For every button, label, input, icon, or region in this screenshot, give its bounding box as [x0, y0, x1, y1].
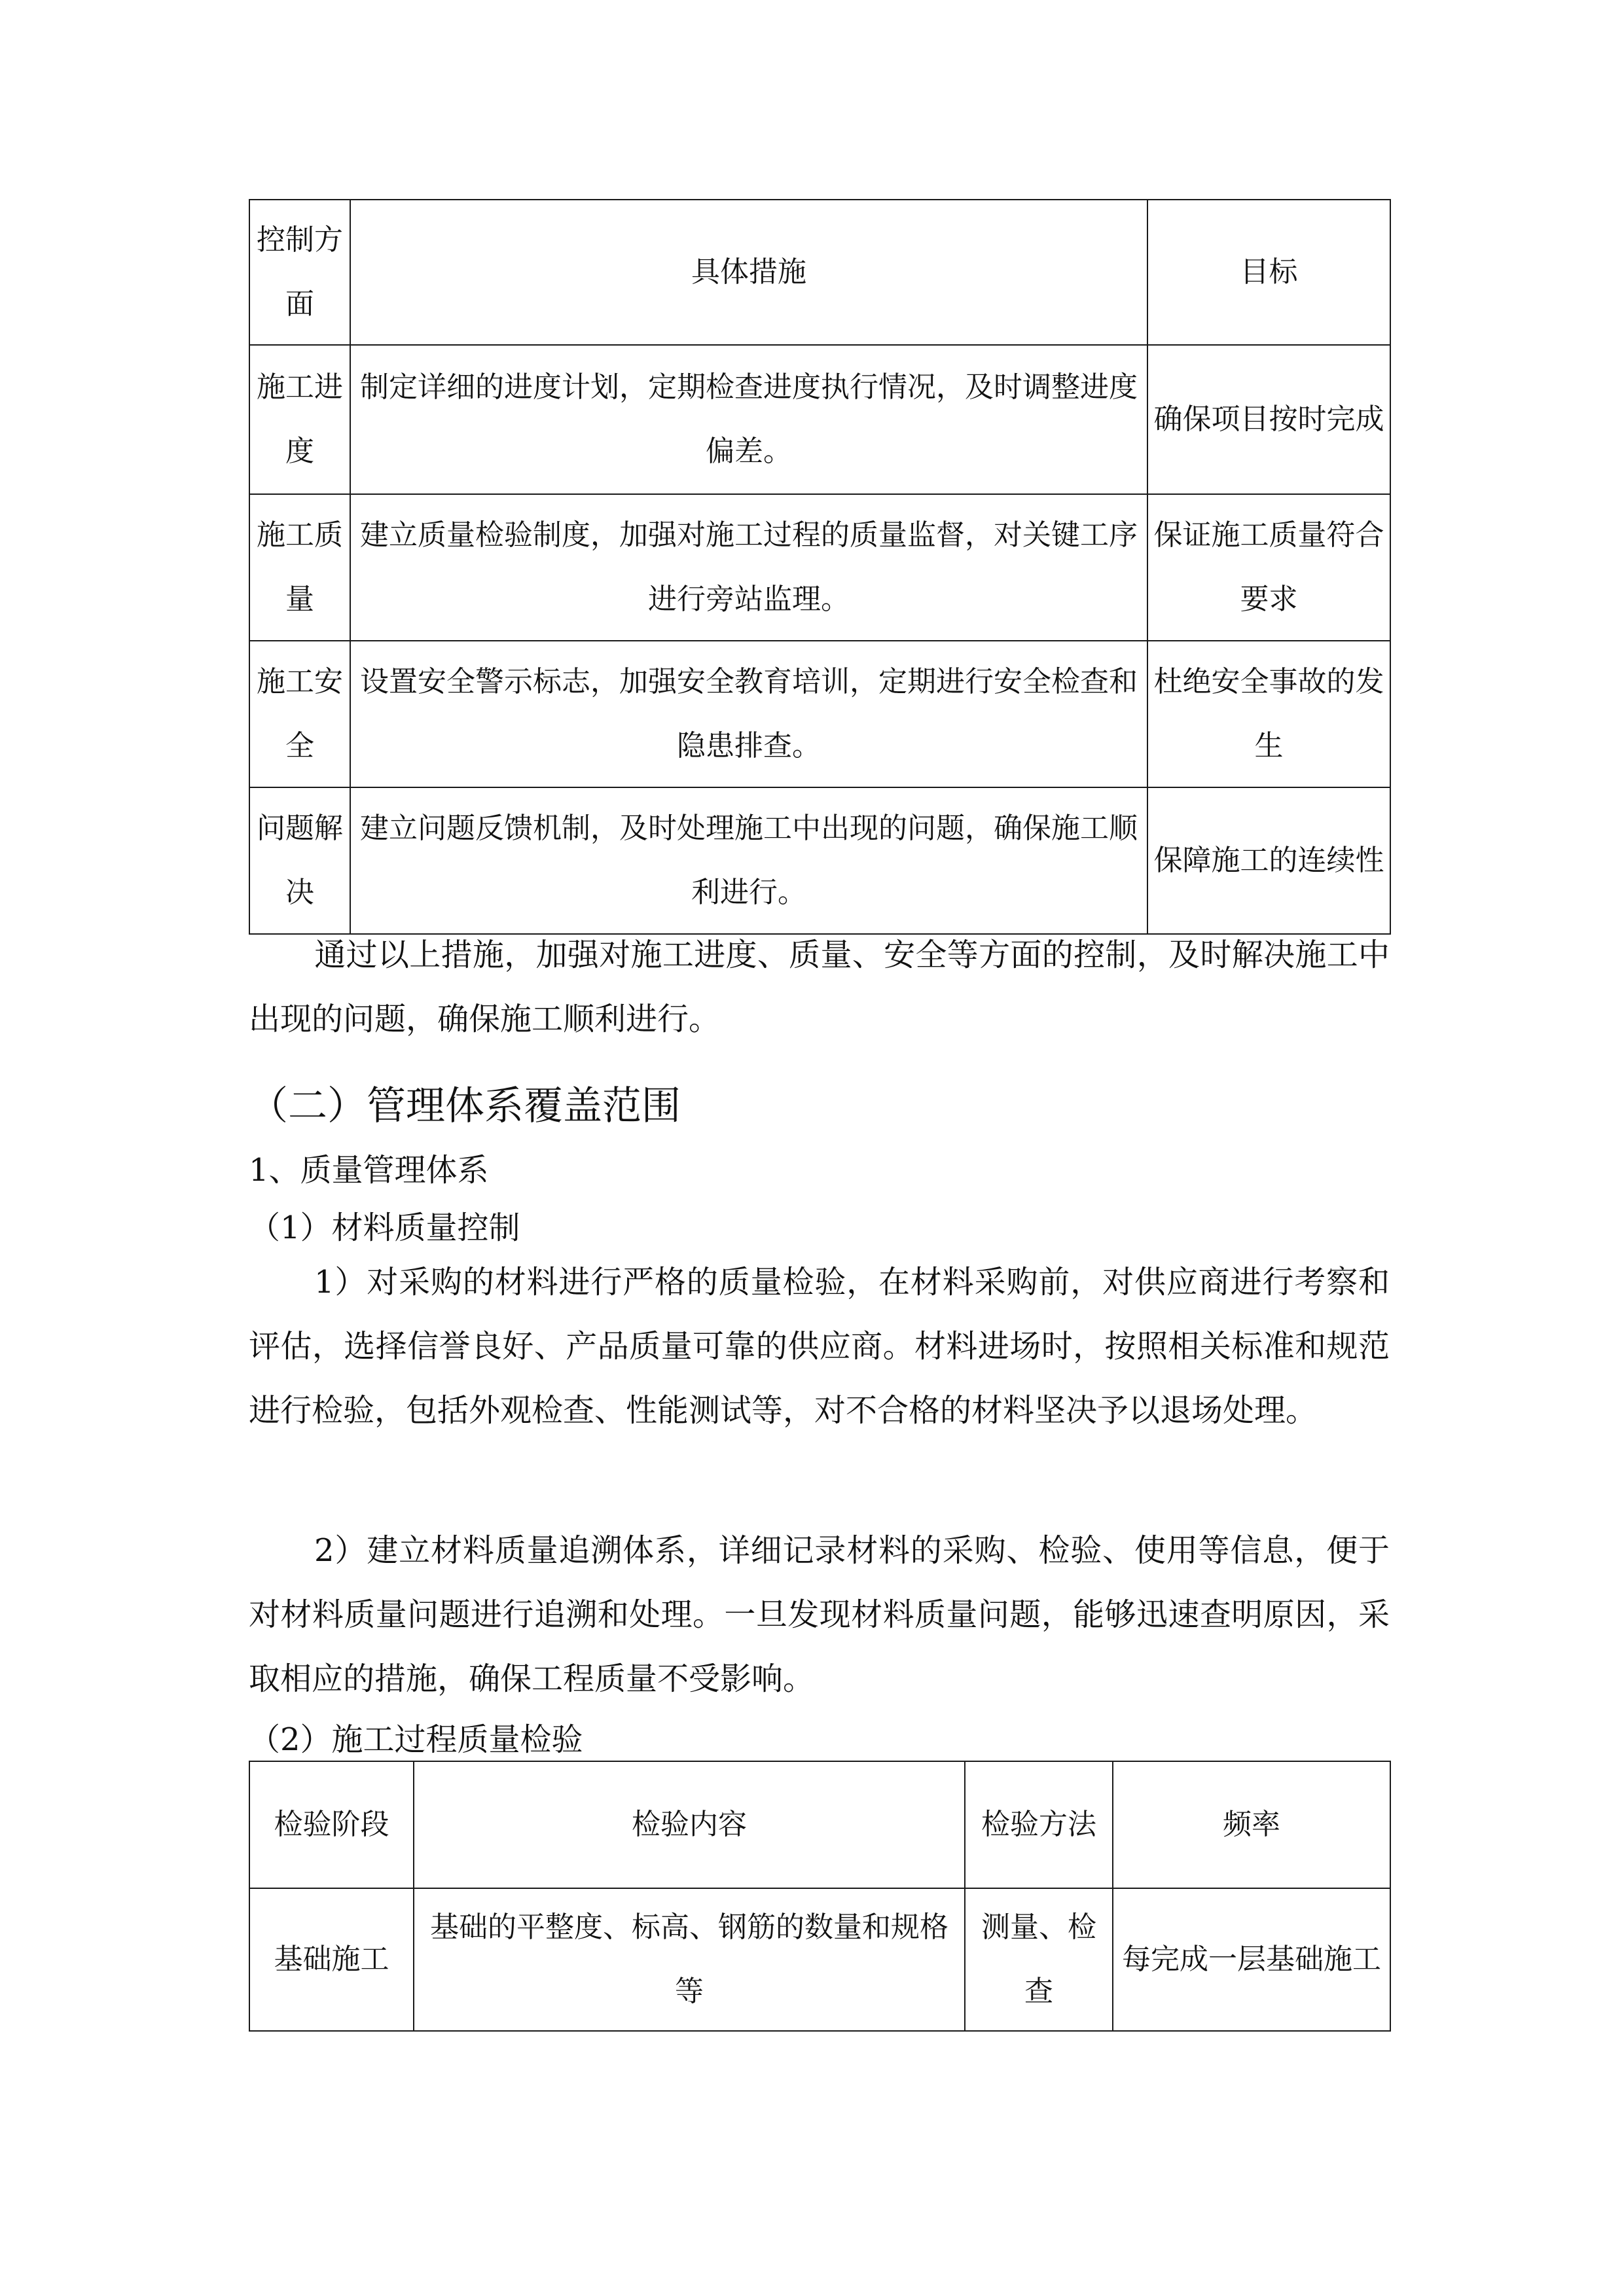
table-row	[249, 494, 1390, 641]
table-header-row	[249, 1761, 1390, 1888]
subsubsection-heading: （2）施工过程质量检验	[249, 1721, 583, 1758]
table-header-row	[249, 200, 1390, 345]
header-cell: 目标	[1147, 200, 1390, 345]
table-cell: 每完成一层基础施工	[1113, 1888, 1390, 2031]
header-cell: 检验方法	[965, 1761, 1113, 1888]
subsection-heading: 1、质量管理体系	[249, 1152, 489, 1189]
table-cell: 建立质量检验制度，加强对施工过程的质量监督，对关键工序进行旁站监理。	[350, 494, 1147, 641]
table-cell: 建立问题反馈机制，及时处理施工中出现的问题，确保施工顺利进行。	[350, 787, 1147, 934]
header-cell: 检验内容	[414, 1761, 965, 1888]
table-row	[249, 787, 1390, 934]
table-cell: 设置安全警示标志，加强安全教育培训，定期进行安全检查和隐患排查。	[350, 641, 1147, 787]
table-cell: 确保项目按时完成	[1147, 345, 1390, 494]
subsubsection-heading: （1）材料质量控制	[249, 1210, 520, 1246]
table-cell: 施工安全	[249, 641, 350, 787]
table-cell: 问题解决	[249, 787, 350, 934]
table-cell: 保证施工质量符合要求	[1147, 494, 1390, 641]
header-cell: 具体措施	[350, 200, 1147, 345]
header-cell: 频率	[1113, 1761, 1390, 1888]
table-cell: 杜绝安全事故的发生	[1147, 641, 1390, 787]
table-cell: 制定详细的进度计划，定期检查进度执行情况，及时调整进度偏差。	[350, 345, 1147, 494]
summary-paragraph: 通过以上措施，加强对施工进度、质量、安全等方面的控制，及时解决施工中出现的问题，确保施工顺利进行。	[249, 937, 1390, 1037]
table-cell: 基础的平整度、标高、钢筋的数量和规格等	[414, 1888, 965, 2031]
table-row	[249, 641, 1390, 787]
table-cell: 保障施工的连续性	[1147, 787, 1390, 934]
header-cell: 检验阶段	[249, 1761, 414, 1888]
section-heading: （二）管理体系覆盖范围	[249, 1083, 681, 1129]
header-cell: 控制方面	[249, 200, 350, 345]
table-cell: 测量、检查	[965, 1888, 1113, 2031]
control-measures-table	[249, 199, 1391, 935]
inspection-table	[249, 1761, 1391, 2032]
paragraph-2: 2）建立材料质量追溯体系，详细记录材料的采购、检验、使用等信息，便于对材料质量问题进行追溯和处理。一旦发现材料质量问题，能够迅速查明原因，采取相应的措施，确保工程质量不受影响。	[249, 1532, 1390, 1697]
paragraph-1: 1）对采购的材料进行严格的质量检验，在材料采购前，对供应商进行考察和评估，选择信誉良好、产品质量可靠的供应商。材料进场时，按照相关标准和规范进行检验，包括外观检查、性能测试等，对不合格的材料坚决予以退场处理。	[249, 1264, 1390, 1429]
table-cell: 施工进度	[249, 345, 350, 494]
table-row	[249, 345, 1390, 494]
table-row	[249, 1888, 1390, 2031]
table-cell: 基础施工	[249, 1888, 414, 2031]
table-cell: 施工质量	[249, 494, 350, 641]
